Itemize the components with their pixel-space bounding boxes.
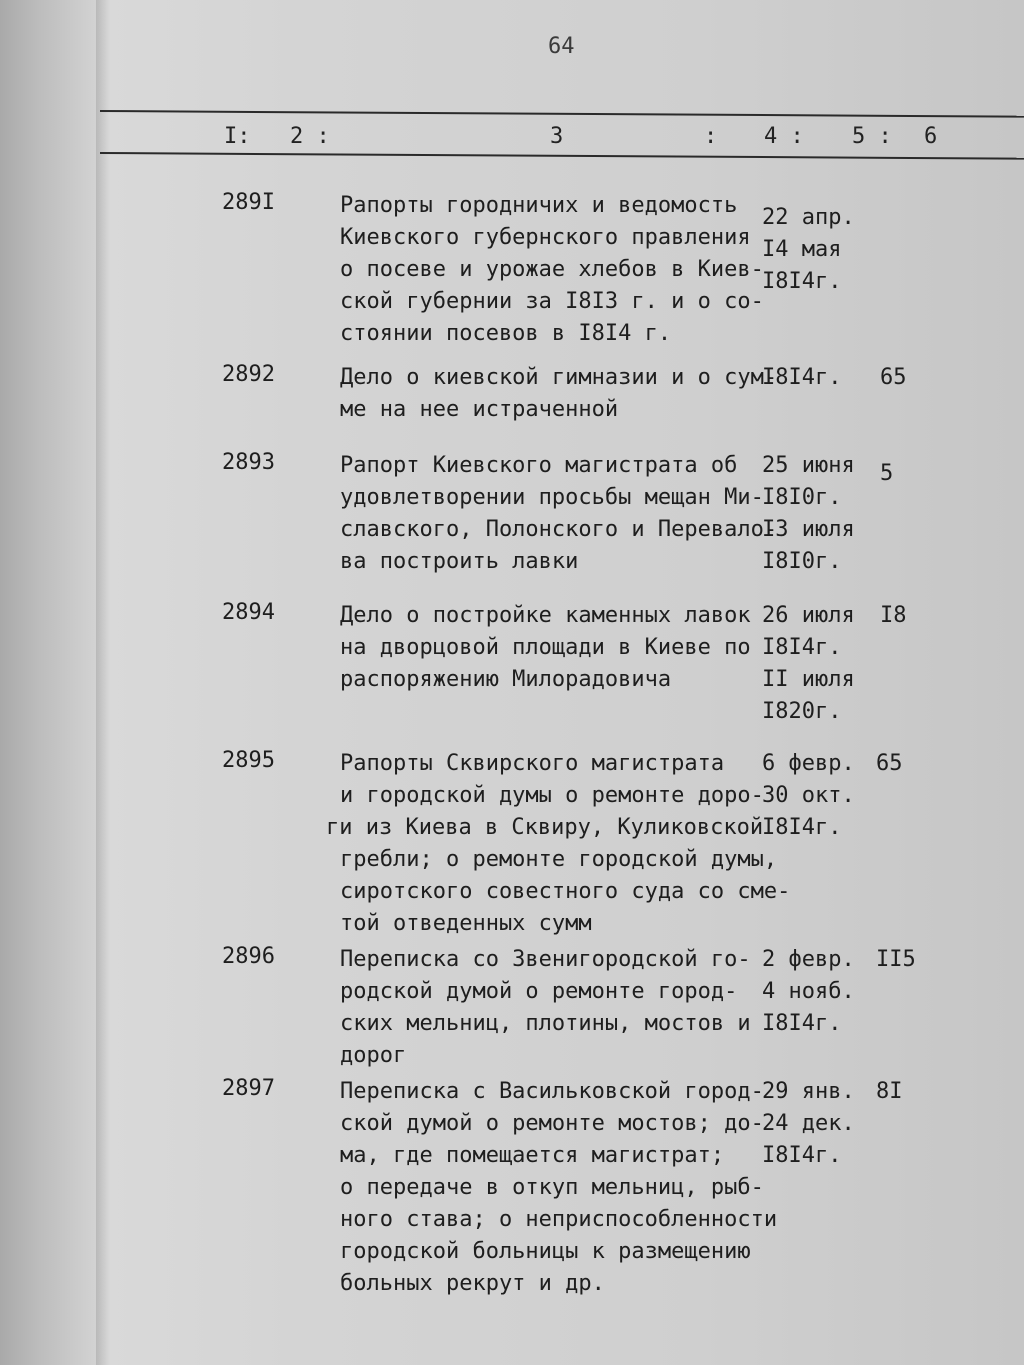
entry-dates: 25 июня I8I0г. I3 июля I8I0г. <box>762 453 855 574</box>
column-header-4: 4 : <box>764 124 804 149</box>
column-header-3: 3 <box>550 124 564 149</box>
column-header-6: 6 <box>924 124 938 149</box>
column-header-1: I: <box>224 124 251 149</box>
entry-number: 289I <box>222 190 275 215</box>
column-header-2: 2 : <box>290 124 330 149</box>
entry-number: 2896 <box>222 944 275 969</box>
entry-sheets: I8 <box>880 603 907 628</box>
entry-dates: 29 янв. 24 дек. I8I4г. <box>762 1079 855 1168</box>
entry-sheets: 8I <box>876 1079 903 1104</box>
entry-sheets: 5 <box>880 461 894 486</box>
header-rule-top <box>100 110 1024 118</box>
entry-number: 2894 <box>222 600 275 625</box>
column-header-5: 5 : <box>852 124 892 149</box>
entry-description: Рапорт Киевского магистрата об удовлетворении просьбы мещан Ми- славского, Полонского и Перевало- ва построить лавки <box>340 453 778 574</box>
header-rule-bottom <box>100 152 1024 160</box>
entry-number: 2893 <box>222 450 275 475</box>
entry-dates: 22 апр. I4 мая I8I4г. <box>762 205 855 294</box>
page-number: 64 <box>548 34 575 59</box>
entry-sheets: 65 <box>880 365 907 390</box>
entry-description: Рапорты городничих и ведомость Киевского губернского правления о посеве и урожае хлебов в Киев- ской губернии за I8I3 г. и о со- стоянии посевов в I8I4 г. <box>340 193 764 346</box>
entry-description: Дело о постройке каменных лавок на дворцовой площади в Киеве по распоряжению Милорадовича <box>340 603 751 692</box>
book-spine-shadow <box>96 0 110 1365</box>
entry-sheets: II5 <box>876 947 916 972</box>
entry-description: Переписка с Васильковской город- ской думой о ремонте мостов; до- ма, где помещается магистрат; о передаче в откуп мельниц, рыб- ного става; о неприспособленности городской больницы к размещению больных рекрут и др. <box>340 1079 778 1296</box>
entry-dates: 26 июля I8I4г. II июля I820г. <box>762 603 855 724</box>
column-header-separator: : <box>704 124 718 149</box>
entry-sheets: 65 <box>876 751 903 776</box>
entry-number: 2897 <box>222 1076 275 1101</box>
entry-description: Рапорты Сквирского магистрата и городской думы о ремонте доро- ги из Киева в Сквиру, Куликовской гребли; о ремонте городской думы, сиротского совестного суда со сме- той отведенных сумм <box>326 751 791 936</box>
entry-dates: 2 февр. 4 нояб. I8I4г. <box>762 947 855 1036</box>
entry-description: Дело о киевской гимназии и о сум- ме на нее истраченной <box>340 365 778 422</box>
entry-number: 2895 <box>222 748 275 773</box>
entry-description: Переписка со Звенигородской го- родской думой о ремонте город- ских мельниц, плотины, мостов и дорог <box>340 947 751 1068</box>
entry-dates: 6 февр. 30 окт. I8I4г. <box>762 751 855 840</box>
entry-number: 2892 <box>222 362 275 387</box>
entry-dates: I8I4г. <box>762 365 842 390</box>
